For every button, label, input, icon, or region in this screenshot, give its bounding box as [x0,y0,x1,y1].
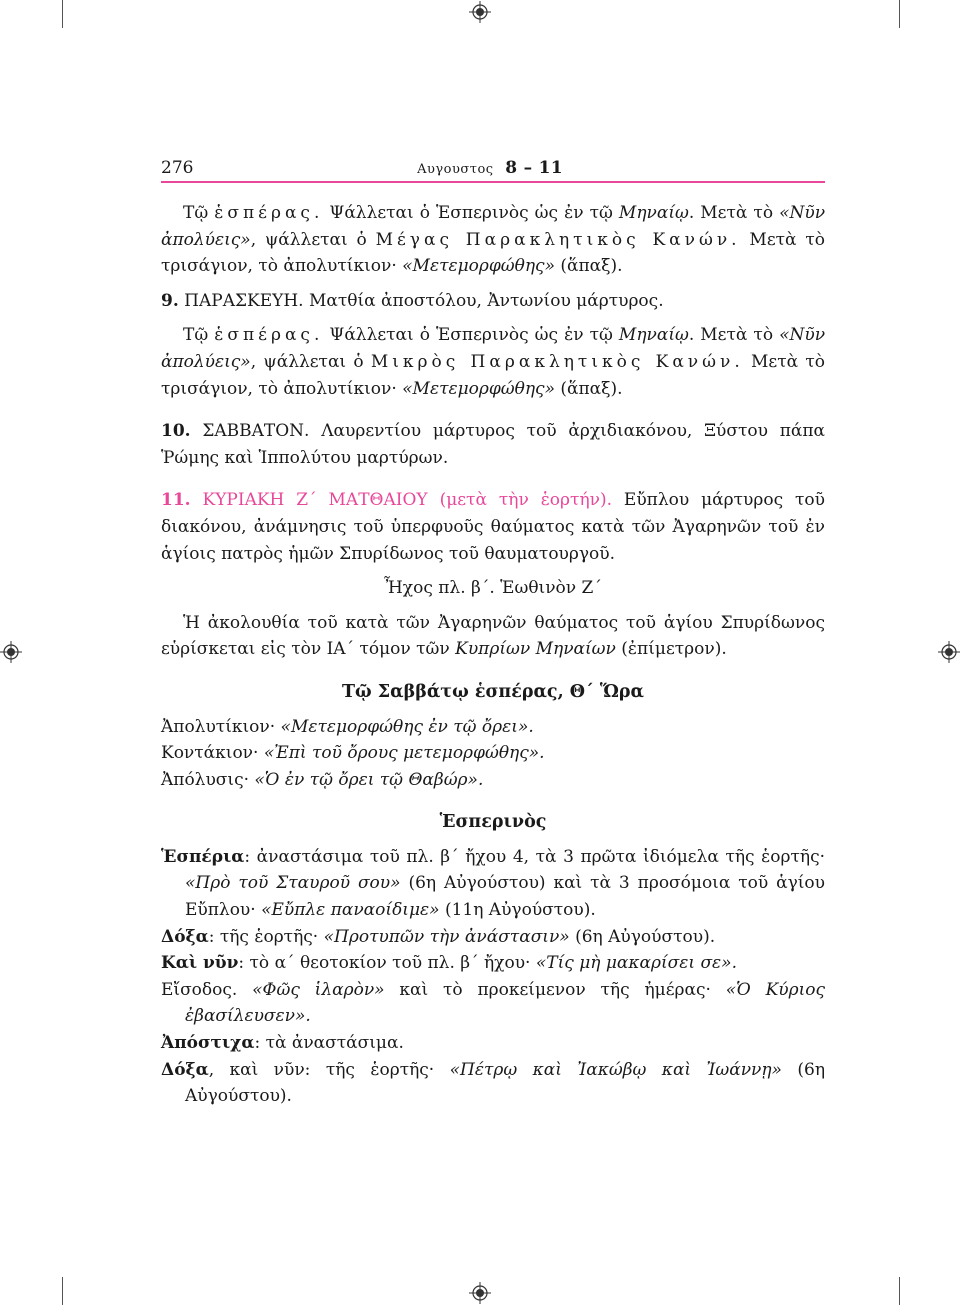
vespers-entry-doxa: Δόξα: τῆς ἑορτῆς· «Προτυπῶν τὴν ἀνάστασιν» (6η Αὐγούστου). [161,926,716,947]
crop-mark-top-left [62,0,63,28]
paragraph-aug8-vespers: Τῷ ἑσπέρας. Ψάλλεται ὁ Ἑσπερινὸς ὡς ἐν τῷ Μηναίῳ. Μετὰ τὸ «Νῦν ἀπολύεις», ψάλλεται ὁ Μέγας Παρακλητικὸς Κανών. Μετὰ τὸ τρισάγιον, τὸ ἀπολυτίκιον· «Μετεμορφώθης» (ἅπαξ). [161,203,826,277]
vespers-entry-kai-nyn: Καὶ νῦν: τὸ α΄ θεοτοκίον τοῦ πλ. β΄ ἤχου· «Τίς μὴ μακαρίσει σε». [161,953,737,974]
vespers-entry-eisodos: Εἴσοδος. «Φῶς ἱλαρὸν» καὶ τὸ προκείμενον τῆς ἡμέρας· «Ὁ Κύριος ἐβασίλευσεν». [161,979,826,1027]
section-heading-vespers: Ἑσπερινὸς [439,812,547,833]
vespers-entry-aposticha: Ἀπόστιχα: τὰ ἀναστάσιμα. [161,1033,404,1054]
list-item: Κοντάκιον· «Ἐπὶ τοῦ ὄρους μετεμορφώθης». [161,743,545,764]
page-body [161,200,825,1110]
paragraph-note: Ἡ ἀκολουθία τοῦ κατὰ τῶν Ἀγαρηνῶν θαύματος τοῦ ἁγίου Σπυρίδωνος εὑρίσκεται εἰς τὸν ΙΑ΄ τόμον τῶν Κυπρίων Μηναίων (ἐπίμετρον). [161,612,825,660]
paragraph-aug9: 9. ΠΑΡΑΣΚΕΥΗ. Ματθία ἀποστόλου, Ἀντωνίου μάρτυρος. [161,290,664,311]
tone-line: Ἦχος πλ. β΄. Ἑωθινὸν Ζ΄ [384,578,602,599]
section-heading-saturday-ninth-hour: Τῷ Σαββάτῳ ἑσπέρας, Θ΄ Ὥρα [341,681,645,702]
list-item: Ἀπολυτίκιον· «Μετεμορφώθης ἐν τῷ ὄρει». [161,716,534,737]
paragraph-aug9-vespers: Τῷ ἑσπέρας. Ψάλλεται ὁ Ἑσπερινὸς ὡς ἐν τῷ Μηναίῳ. Μετὰ τὸ «Νῦν ἀπολύεις», ψάλλεται ὁ Μικρὸς Παρακλητικὸς Κανών. Μετὰ τὸ τρισάγιον, τὸ ἀπολυτίκιον· «Μετεμορφώθης» (ἅπαξ). [161,325,826,399]
running-title-range: 8 – 11 [505,158,563,178]
registration-mark-left-icon [0,641,22,663]
vespers-entry-doxa-kai-nyn: Δόξα, καὶ νῦν: τῆς ἑορτῆς· «Πέτρῳ καὶ Ἰακώβῳ καὶ Ἰωάννῃ» (6η Αὐγούστου). [161,1059,826,1107]
registration-mark-bottom-icon [469,1282,491,1304]
vespers-entry-hesperia: Ἑσπέρια: ἀναστάσιμα τοῦ πλ. β΄ ἤχου 4, τὰ 3 πρῶτα ἰδιόμελα τῆς ἑορτῆς· «Πρὸ τοῦ Σταυροῦ σου» (6η Αὐγούστου) καὶ τὰ 3 προσόμοια τοῦ ἁγίου Εὔπλου· «Εὔπλε παναοίδιμε» (11η Αὐγούστου). [161,846,825,921]
running-title-month: Αυγουστος [417,162,494,177]
page-number: 276 [161,158,194,178]
paragraph-aug11: 11. ΚΥΡΙΑΚΗ Ζ΄ ΜΑΤΘΑΙΟΥ (μετὰ τὴν ἑορτήν). Εὔπλου μάρτυρος τοῦ διακόνου, ἀνάμνησις τοῦ ὑπερφυοῦς θαύματος κατὰ τῶν Ἀγαρηνῶν τοῦ ἐν ἁγίοις πατρὸς ἡμῶν Σπυρίδωνος τοῦ θαυματουργοῦ. [161,490,825,564]
running-title [161,155,825,183]
page-header [161,155,825,183]
paragraph-aug10: 10. ΣΑΒΒΑΤΟΝ. Λαυρεντίου μάρτυρος τοῦ ἀρχιδιακόνου, Ξύστου πάπα Ῥώμης καὶ Ἱππολύτου μαρτύρων. [161,421,826,468]
registration-mark-top-icon [469,1,491,23]
list-item: Ἀπόλυσις· «Ὁ ἐν τῷ ὄρει τῷ Θαβώρ». [161,769,484,790]
crop-mark-bottom-left [62,1277,63,1305]
crop-mark-top-right [899,0,900,28]
registration-mark-right-icon [938,641,960,663]
crop-mark-bottom-right [899,1277,900,1305]
